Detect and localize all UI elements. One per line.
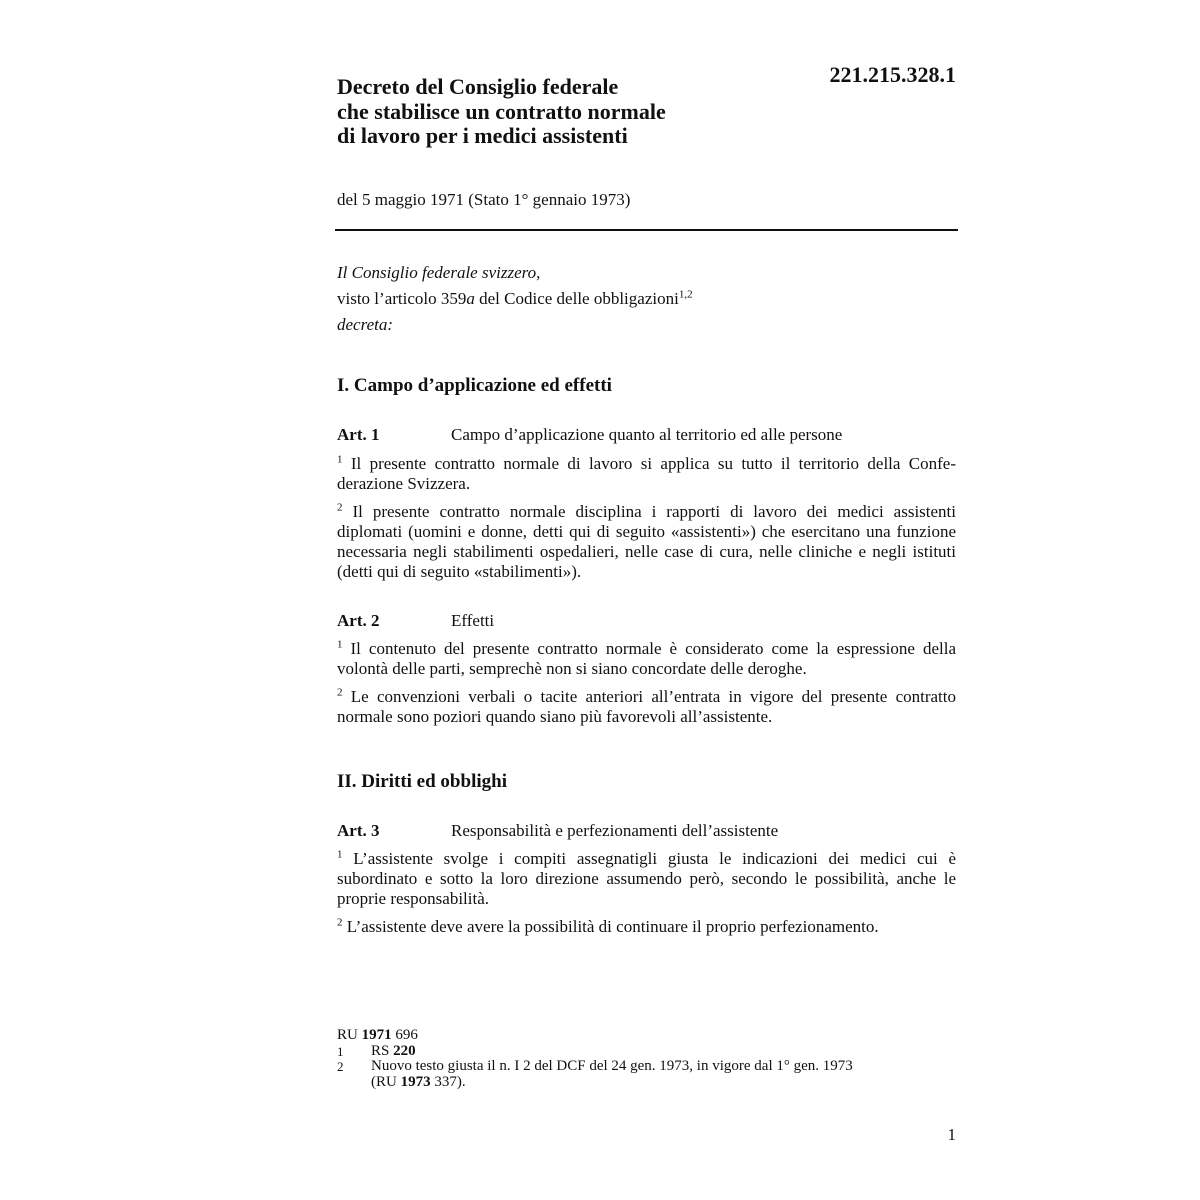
article-title: Campo d’applicazione quanto al territorio ed alle persone — [451, 425, 843, 444]
ru-prefix: RU — [337, 1027, 362, 1043]
official-compilation-ref — [337, 1028, 853, 1044]
article-number: Art. 2 — [337, 611, 380, 630]
paragraph-number: 2 — [337, 501, 343, 514]
footnote-line: Nuovo testo giusta il n. I 2 del DCF del 24 gen. 1973, in vigore dal 1° gen. 1973 — [371, 1058, 853, 1074]
footnote-line2-suffix: 337). — [430, 1073, 466, 1090]
footnote-text — [371, 1044, 416, 1060]
paragraph-text: Il presente contratto normale di lavoro si applica su tutto il territorio della Confederazione Svizzera. — [337, 454, 957, 493]
article-paragraph — [337, 639, 956, 679]
footnote-line2-bold: 1973 — [400, 1073, 431, 1090]
article-heading — [337, 425, 842, 445]
preamble-legal-basis — [337, 286, 957, 312]
paragraph-number: 1 — [337, 848, 343, 861]
header-divider — [335, 229, 958, 231]
preamble-authority: Il Consiglio federale svizzero, — [337, 263, 541, 282]
footnote-line2-prefix: (RU — [371, 1073, 401, 1090]
paragraph-text: Il contenuto del presente contratto normale è considerato come la espressione della volontà delle parti, semprechè non si siano concordate delle deroghe. — [337, 639, 956, 678]
paragraph-text: Il presente contratto normale disciplina i rapporti di lavoro dei medici assistenti diplomati (uomini e donne, detti qui di seguito «assistenti») che esercitano una funzione necessaria negli stabilimenti ospedalieri, nelle case di cura, nelle cliniche e negli istituti (detti qui di seguito «stabilimenti»). — [337, 502, 957, 581]
preamble — [337, 260, 957, 338]
article-number: Art. 1 — [337, 425, 380, 444]
article-paragraph — [337, 502, 956, 582]
legal-basis-article-suffix: a — [466, 289, 475, 308]
paragraph-number: 2 — [337, 916, 343, 929]
footnote — [337, 1044, 853, 1060]
preamble-decrees: decreta: — [337, 315, 394, 334]
article-title: Responsabilità e perfezionamenti dell’assistente — [451, 821, 779, 840]
page-number: 1 — [947, 1125, 956, 1144]
article-heading — [337, 611, 494, 631]
sr-number: 221.215.328.1 — [829, 62, 956, 87]
document-title — [337, 75, 757, 149]
footnote-text — [371, 1059, 853, 1090]
paragraph-text: Le convenzioni verbali o tacite anteriori all’entrata in vigore del presente contratto normale sono poziori quando siano più favorevoli all’assistente. — [337, 687, 957, 726]
footnote-prefix: RS — [371, 1042, 394, 1059]
paragraph-number: 1 — [337, 453, 343, 466]
article-title: Effetti — [451, 611, 495, 630]
section-heading: I. Campo d’applicazione ed effetti — [337, 375, 612, 396]
legal-basis-rest: del Codice delle obbligazioni — [474, 289, 679, 308]
article-paragraph — [337, 849, 956, 909]
footnote-number: 2 — [337, 1059, 344, 1074]
paragraph-text: L’assistente svolge i compiti assegnatigli giusta le indicazioni dei medici cui è subordinato e sotto la loro direzione assumendo però, secondo le possibilità, anche le proprie responsabilità. — [337, 849, 956, 908]
legal-basis-prefix: visto l’articolo 359 — [337, 289, 467, 308]
article-number: Art. 3 — [337, 821, 380, 840]
title-line: Decreto del Consiglio federale — [337, 74, 619, 99]
paragraph-text: L’assistente deve avere la possibilità di continuare il proprio perfezionamento. — [346, 917, 879, 936]
footnotes-area — [337, 1028, 853, 1090]
footnote-line — [371, 1075, 853, 1091]
title-line: di lavoro per i medici assistenti — [337, 123, 628, 148]
footnote-bold: 220 — [393, 1042, 416, 1059]
title-line: che stabilisce un contratto normale — [337, 98, 666, 124]
article-heading — [337, 821, 778, 841]
ru-year: 1971 — [361, 1027, 392, 1043]
ru-page: 696 — [391, 1027, 418, 1043]
article-paragraph — [337, 454, 956, 494]
section-heading: II. Diritti ed obblighi — [337, 771, 507, 792]
paragraph-number: 1 — [337, 638, 343, 651]
date-line: del 5 maggio 1971 (Stato 1° gennaio 1973) — [337, 190, 631, 209]
article-paragraph — [337, 917, 956, 937]
footnote-reference[interactable]: 1,2 — [678, 288, 693, 301]
footnote — [337, 1059, 853, 1090]
paragraph-number: 2 — [337, 686, 343, 699]
footnote-number: 1 — [337, 1043, 344, 1059]
article-paragraph — [337, 687, 956, 727]
